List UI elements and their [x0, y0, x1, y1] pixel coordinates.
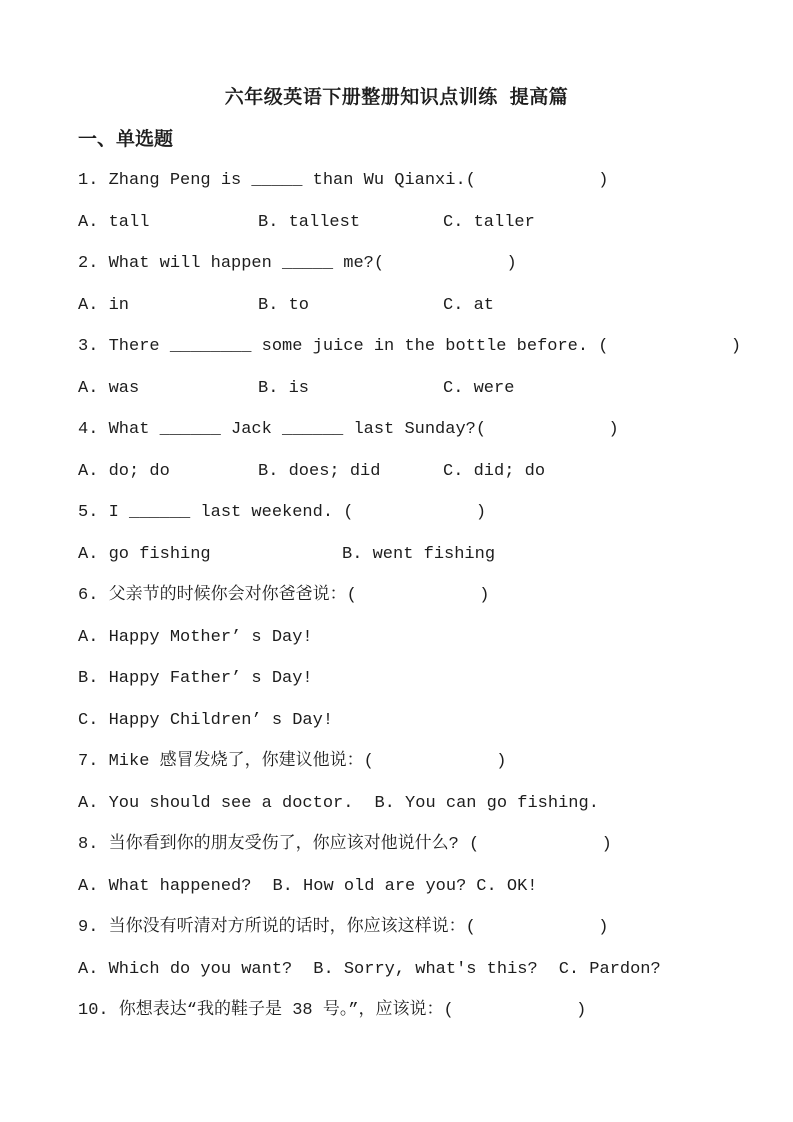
question-10-text: 10. 你想表达“我的鞋子是 38 号。”，应该说：( ) [78, 1001, 587, 1020]
question-7-options-row [78, 783, 793, 825]
question-5-text: 5. I ______ last weekend. ( ) [78, 503, 487, 522]
question-5-options-row [78, 534, 793, 576]
question-3-option-c: C. were [443, 378, 515, 398]
question-8-option-b: B. How old are you? [272, 876, 467, 896]
question-6-text: 6. 父亲节的时候你会对你爸爸说：( ) [78, 586, 490, 605]
question-3-option-a: A. was [78, 378, 140, 398]
question-9-option-c: C. Pardon? [558, 959, 661, 979]
question-7-text: 7. Mike 感冒发烧了，你建议他说：( ) [78, 752, 507, 771]
question-6-option-b: B. Happy Father’ s Day! [78, 669, 313, 688]
question-2-text: 2. What will happen _____ me?( ) [78, 254, 517, 273]
question-1-options-row [78, 202, 793, 244]
question-3-options-row [78, 368, 793, 410]
question-3-option-b: B. is [258, 378, 310, 398]
question-9-text: 9. 当你没有听清对方所说的话时，你应该这样说：( ) [78, 918, 609, 937]
question-9-options-row [78, 949, 793, 991]
question-8-options-row [78, 866, 793, 908]
question-9-option-a: A. Which do you want? [78, 959, 293, 979]
question-1-option-a: A. tall [78, 212, 150, 232]
question-2-option-a: A. in [78, 295, 130, 315]
question-7-option-a: A. You should see a doctor. [78, 793, 354, 813]
question-6-option-c-row [78, 700, 793, 742]
question-8-option-a: A. What happened? [78, 876, 252, 896]
question-3-text: 3. There ________ some juice in the bottle before. ( ) [78, 337, 742, 356]
questions-list [78, 160, 793, 1032]
question-5-option-b: B. went fishing [342, 544, 496, 564]
question-4-option-c: C. did; do [443, 461, 546, 481]
question-4-text: 4. What ______ Jack ______ last Sunday?( ) [78, 420, 619, 439]
question-1-option-c: C. taller [443, 212, 535, 232]
question-6-option-c: C. Happy Children’ s Day! [78, 710, 334, 730]
question-4-option-b: B. does; did [258, 461, 381, 481]
question-1-option-b: B. tallest [258, 212, 361, 232]
question-9-option-b: B. Sorry, what's this? [313, 959, 538, 979]
section-heading: 一、单选题 [78, 129, 174, 151]
page-title: 六年级英语下册整册知识点训练 提高篇 [224, 87, 569, 109]
question-4-option-a: A. do; do [78, 461, 170, 481]
question-2-option-b: B. to [258, 295, 310, 315]
question-7-option-b: B. You can go fishing. [374, 793, 599, 813]
question-8-option-c: C. OK! [476, 876, 538, 896]
question-6-option-a-row [78, 617, 793, 659]
question-8-text: 8. 当你看到你的朋友受伤了，你应该对他说什么? ( ) [78, 835, 612, 854]
question-6-option-a: A. Happy Mother’ s Day! [78, 627, 313, 647]
question-5-option-a: A. go fishing [78, 544, 211, 564]
question-2-options-row [78, 285, 793, 327]
question-2-option-c: C. at [443, 295, 495, 315]
question-6-option-b-row [78, 658, 793, 700]
question-1-text: 1. Zhang Peng is _____ than Wu Qianxi.( ) [78, 171, 609, 190]
question-4-options-row [78, 451, 793, 493]
